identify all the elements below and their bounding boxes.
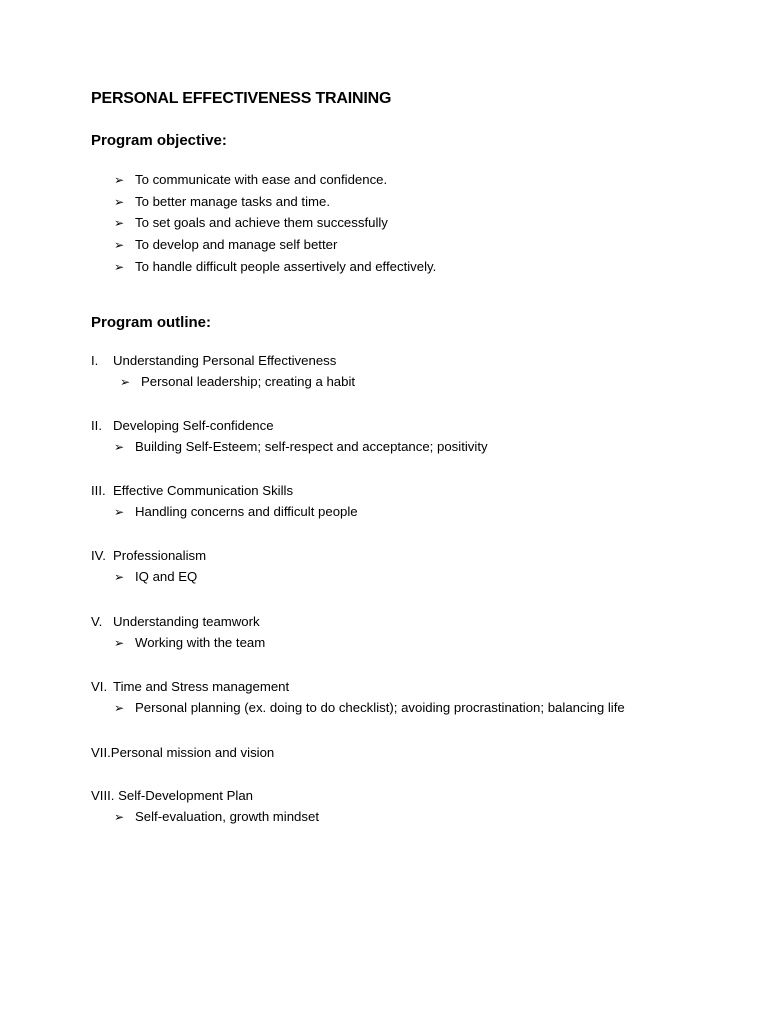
document-title: PERSONAL EFFECTIVENESS TRAINING bbox=[91, 90, 392, 107]
objective-item bbox=[114, 256, 436, 278]
outline-numeral: I. bbox=[91, 353, 99, 368]
arrow-bullet-icon: ➢ bbox=[120, 374, 131, 389]
arrow-bullet-icon: ➢ bbox=[114, 172, 125, 187]
outline-subitem bbox=[91, 806, 711, 827]
outline-subitem-text: Handling concerns and difficult people bbox=[135, 504, 358, 519]
objective-heading: Program objective: bbox=[91, 132, 227, 149]
outline-item-title: Self-Development Plan bbox=[114, 788, 253, 803]
outline-subitem-text: Self-evaluation, growth mindset bbox=[135, 809, 319, 824]
objective-text: To better manage tasks and time. bbox=[135, 193, 330, 209]
outline-subitem bbox=[91, 632, 711, 653]
outline-subitem-text: IQ and EQ bbox=[135, 569, 198, 584]
outline-item bbox=[91, 415, 711, 457]
arrow-bullet-icon: ➢ bbox=[114, 259, 125, 274]
objective-item bbox=[114, 212, 436, 234]
outline-numeral: VII. bbox=[91, 745, 111, 760]
arrow-bullet-icon: ➢ bbox=[114, 194, 125, 209]
objective-text: To develop and manage self better bbox=[135, 237, 338, 253]
arrow-bullet-icon: ➢ bbox=[114, 569, 125, 584]
outline-item-title: Professionalism bbox=[113, 548, 207, 563]
objective-text: To set goals and achieve them successfully bbox=[135, 215, 388, 231]
outline-item bbox=[91, 350, 711, 392]
outline-subitem-text: Personal leadership; creating a habit bbox=[141, 374, 356, 389]
outline-numeral: II. bbox=[91, 418, 102, 433]
objective-item bbox=[114, 191, 436, 213]
outline-numeral: V. bbox=[91, 614, 103, 629]
outline-item bbox=[91, 480, 711, 522]
outline-item-heading bbox=[91, 785, 711, 806]
outline-item-title: Understanding teamwork bbox=[113, 614, 260, 629]
arrow-bullet-icon: ➢ bbox=[114, 504, 125, 519]
arrow-bullet-icon: ➢ bbox=[114, 809, 125, 824]
outline-item bbox=[91, 742, 711, 763]
outline-subitem bbox=[91, 566, 711, 587]
outline-item-heading bbox=[91, 611, 711, 632]
objectives-list bbox=[114, 169, 436, 277]
arrow-bullet-icon: ➢ bbox=[114, 216, 125, 231]
objective-item bbox=[114, 169, 436, 191]
outline-item bbox=[91, 545, 711, 587]
outline-subitem-text: Personal planning (ex. doing to do checklist); avoiding procrastination; balancing life bbox=[135, 700, 625, 715]
outline-item-title: Personal mission and vision bbox=[110, 745, 275, 760]
outline-item-title: Developing Self-confidence bbox=[113, 418, 274, 433]
outline-item-title: Understanding Personal Effectiveness bbox=[113, 353, 337, 368]
outline-subitem bbox=[91, 501, 711, 522]
outline-heading: Program outline: bbox=[91, 314, 212, 331]
arrow-bullet-icon: ➢ bbox=[114, 700, 125, 715]
outline-item-heading bbox=[91, 545, 711, 566]
outline-subitem bbox=[91, 697, 711, 718]
outline-item bbox=[91, 676, 711, 718]
outline-numeral: III. bbox=[91, 483, 106, 498]
outline-subitem-text: Building Self-Esteem; self-respect and acceptance; positivity bbox=[135, 439, 488, 454]
outline-item-heading bbox=[91, 415, 711, 436]
arrow-bullet-icon: ➢ bbox=[114, 635, 125, 650]
outline-numeral: VIII. bbox=[91, 788, 115, 803]
outline-item-heading bbox=[91, 742, 711, 763]
outline-subitem-text: Working with the team bbox=[135, 635, 266, 650]
outline-item-heading bbox=[91, 350, 711, 371]
arrow-bullet-icon: ➢ bbox=[114, 439, 125, 454]
outline-item bbox=[91, 611, 711, 653]
outline-item-heading bbox=[91, 480, 711, 501]
outline-item bbox=[91, 785, 711, 827]
outline-numeral: IV. bbox=[91, 548, 106, 563]
outline-numeral: VI. bbox=[91, 679, 108, 694]
outline-item-title: Effective Communication Skills bbox=[113, 483, 294, 498]
outline-subitem bbox=[91, 371, 711, 392]
objective-text: To communicate with ease and confidence. bbox=[135, 172, 388, 187]
outline-item-heading bbox=[91, 676, 711, 697]
arrow-bullet-icon: ➢ bbox=[114, 237, 125, 252]
outline-item-title: Time and Stress management bbox=[113, 679, 290, 694]
objective-item bbox=[114, 234, 436, 256]
outline-subitem bbox=[91, 436, 711, 457]
objective-text: To handle difficult people assertively and effectively. bbox=[135, 258, 437, 274]
